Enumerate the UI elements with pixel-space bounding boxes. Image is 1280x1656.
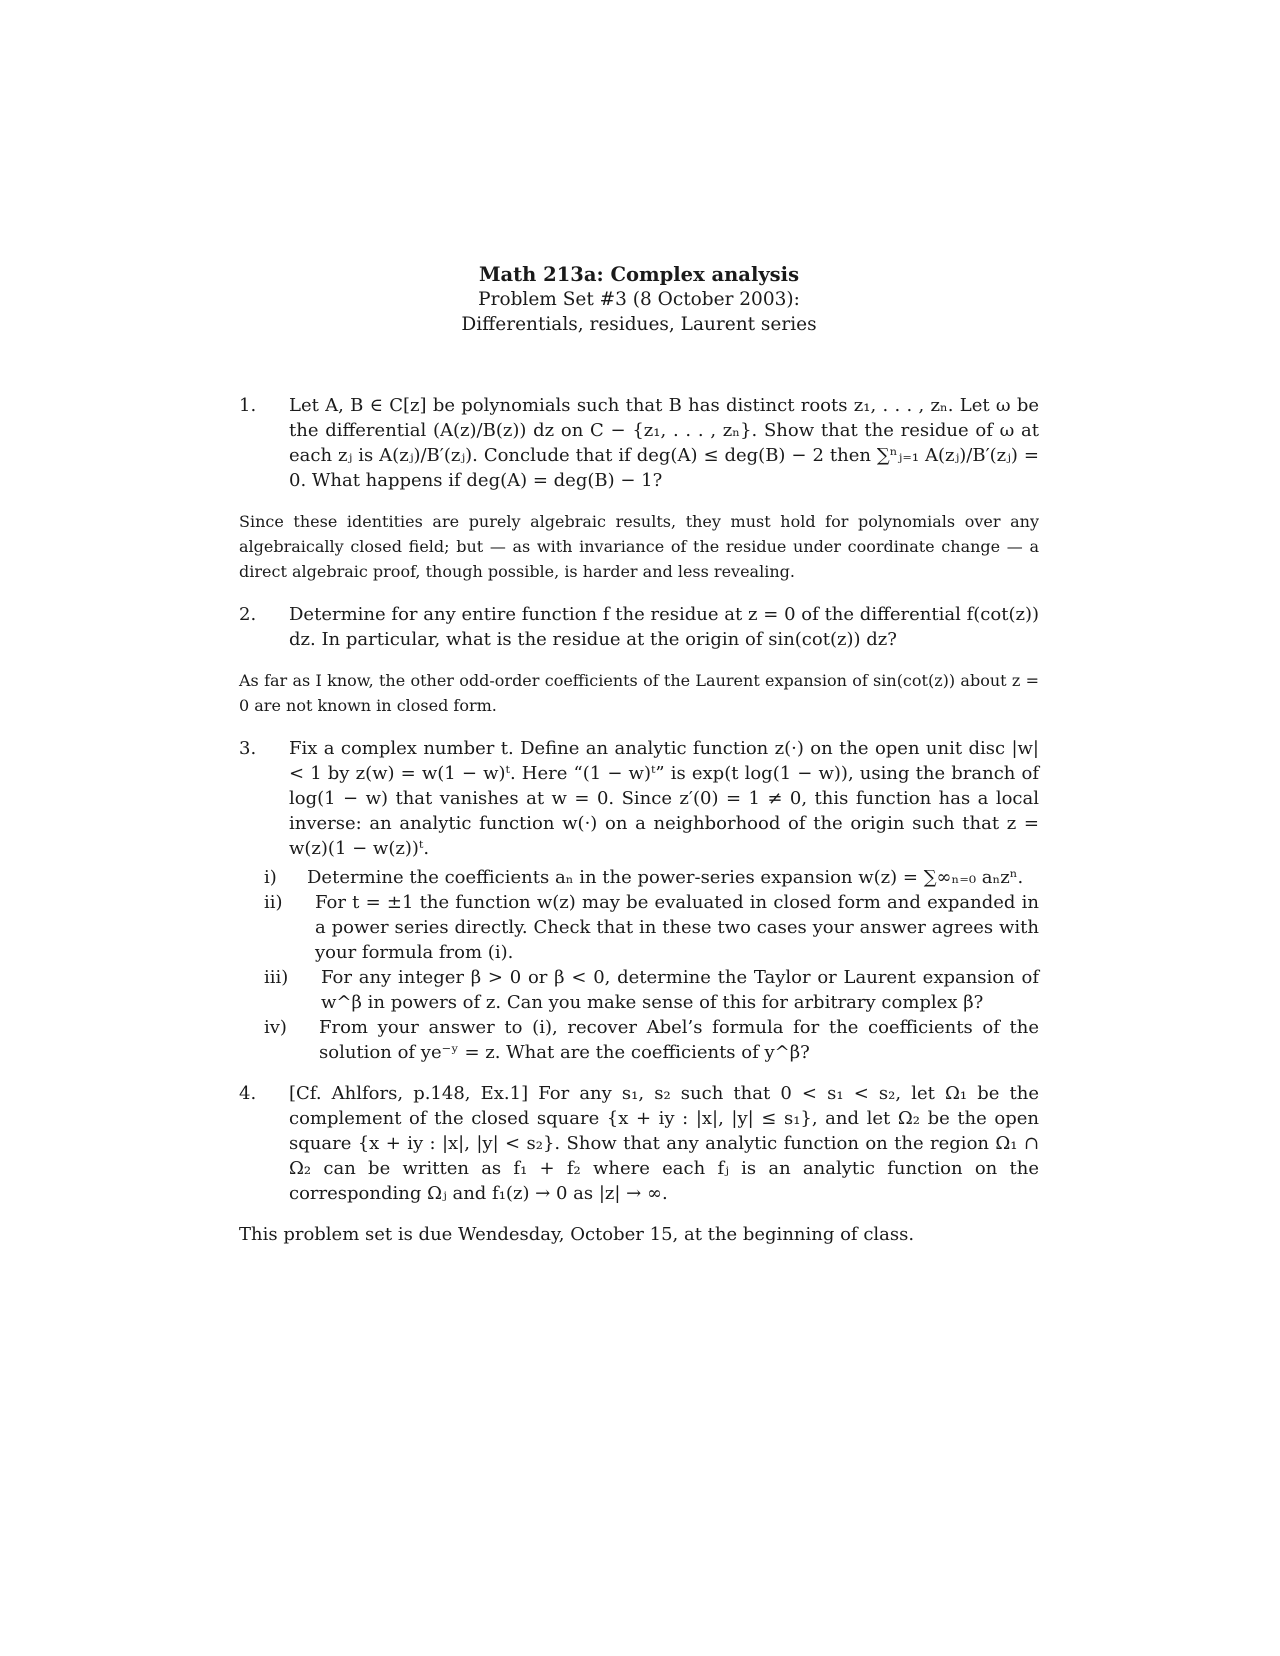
due-date-note: This problem set is due Wendesday, October 15, at the beginning of class. — [239, 1224, 915, 1245]
part-text: Determine the coefficients aₙ in the power-series expansion w(z) = ∑∞ₙ₌₀ aₙzⁿ. — [307, 867, 1024, 888]
problem-3-part-i — [239, 865, 1039, 890]
problem-number: 2. — [239, 604, 257, 625]
problem-2 — [239, 602, 1039, 652]
note-after-problem-2: As far as I know, the other odd-order coefficients of the Laurent expansion of sin(cot(z)) about z = 0 are not known in closed form. — [239, 671, 1039, 715]
problem-set-topic: Differentials, residues, Laurent series — [461, 314, 817, 335]
problem-3 — [239, 736, 1039, 861]
part-label: iii) — [264, 967, 289, 988]
problem-3-part-ii — [239, 890, 1039, 965]
part-label: iv) — [264, 1017, 287, 1038]
problem-text: [Cf. Ahlfors, p.148, Ex.1] For any s₁, s₂ such that 0 < s₁ < s₂, let Ω₁ be the complement of the closed square {x + iy : |x|, |y| ≤ s₁}, and let Ω₂ be the open square {x + iy : |x|, |y| < s₂}. Show that any analytic function on the region Ω₁ ∩ Ω₂ can be written as f₁ + f₂ where each fⱼ is an analytic function on the corresponding Ωⱼ and f₁(z) → 0 as |z| → ∞. — [289, 1083, 1039, 1204]
part-label: i) — [264, 867, 277, 888]
problem-3-part-iii — [239, 965, 1039, 1015]
problem-4 — [239, 1081, 1039, 1206]
problem-text: Determine for any entire function f the residue at z = 0 of the differential f(cot(z)) dz. In particular, what is the residue at the origin of sin(cot(z)) dz? — [289, 604, 1039, 650]
part-label: ii) — [264, 892, 283, 913]
problem-number: 1. — [239, 395, 257, 416]
problem-1 — [239, 393, 1039, 493]
problem-text: Let A, B ∈ C[z] be polynomials such that B has distinct roots z₁, . . . , zₙ. Let ω be the differential (A(z)/B(z)) dz on C − {z₁, . . . , zₙ}. Show that the residue of ω at each zⱼ is A(zⱼ)/B′(zⱼ). Conclude that if deg(A) ≤ deg(B) − 2 then ∑ⁿⱼ₌₁ A(zⱼ)/B′(zⱼ) = 0. What happens if deg(A) = deg(B) − 1? — [289, 395, 1039, 491]
part-text: From your answer to (i), recover Abel’s formula for the coefficients of the solution of ye⁻ʸ = z. What are the coefficients of y^β? — [319, 1017, 1039, 1063]
part-text: For t = ±1 the function w(z) may be evaluated in closed form and expanded in a power series directly. Check that in these two cases your answer agrees with your formula from (i). — [315, 892, 1039, 963]
problem-text: Fix a complex number t. Define an analytic function z(·) on the open unit disc |w| < 1 by z(w) = w(1 − w)ᵗ. Here “(1 − w)ᵗ” is exp(t log(1 − w)), using the branch of log(1 − w) that vanishes at w = 0. Since z′(0) = 1 ≠ 0, this function has a local inverse: an analytic function w(·) on a neighborhood of the origin such that z = w(z)(1 − w(z))ᵗ. — [289, 738, 1039, 859]
part-text: For any integer β > 0 or β < 0, determine the Taylor or Laurent expansion of w^β in powers of z. Can you make sense of this for arbitrary complex β? — [321, 967, 1039, 1013]
problem-number: 3. — [239, 738, 257, 759]
header — [239, 262, 1039, 337]
problem-set-subtitle: Problem Set #3 (8 October 2003): — [478, 289, 800, 310]
note-after-problem-1: Since these identities are purely algebraic results, they must hold for polynomials over any algebraically closed field; but — as with invariance of the residue under coordinate change — a direct algebraic proof, though possible, is harder and less revealing. — [239, 512, 1039, 581]
problem-set-page — [239, 262, 1039, 1247]
problem-3-part-iv — [239, 1015, 1039, 1065]
problem-number: 4. — [239, 1083, 257, 1104]
course-title: Math 213a: Complex analysis — [478, 263, 800, 286]
